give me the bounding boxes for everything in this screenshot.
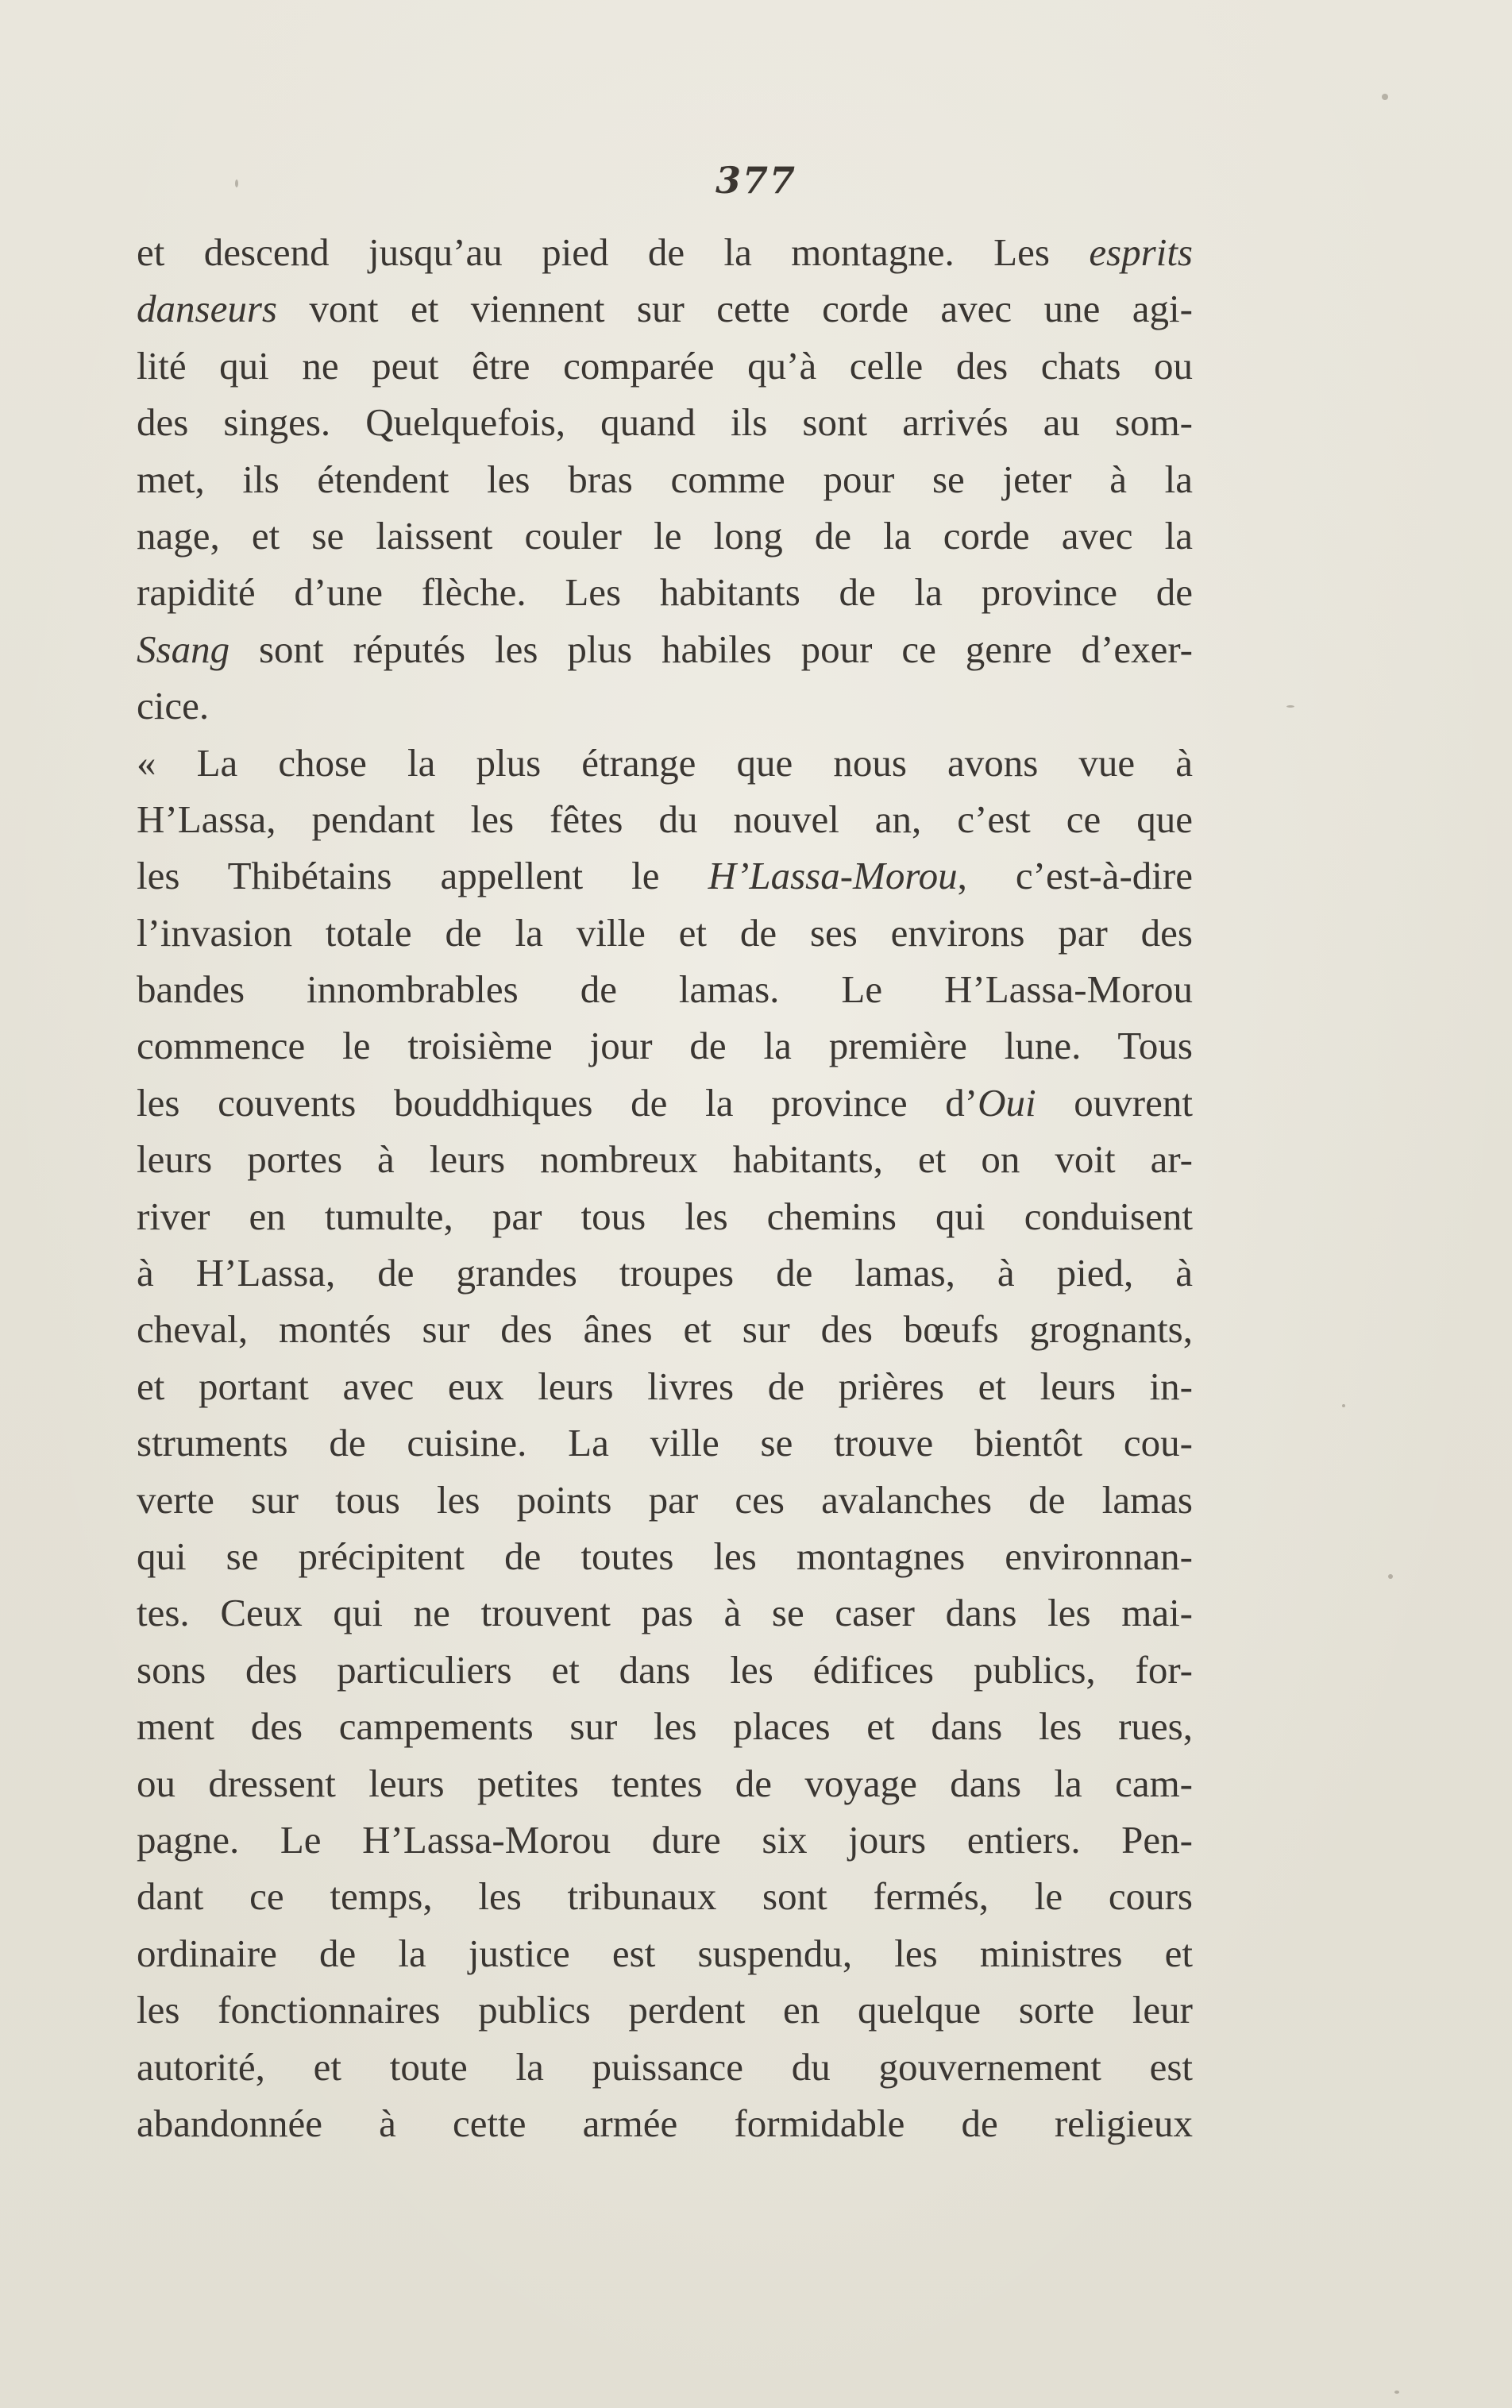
text-run: rapidité d’une flèche. Les habitants de la province de <box>137 570 1193 615</box>
text-run: vont et viennent sur cette corde avec une agi- <box>276 287 1193 331</box>
text-line <box>137 1584 1193 1641</box>
text-line <box>137 961 1193 1017</box>
text-line <box>137 564 1193 620</box>
text-line <box>137 280 1193 337</box>
text-line <box>137 1075 1193 1131</box>
text-run: lité qui ne peut être comparée qu’à celle des chats ou <box>137 343 1193 388</box>
text-run: pagne. Le H’Lassa-Morou dure six jours entiers. Pen- <box>137 1817 1193 1862</box>
text-run: autorité, et toute la puissance du gouvernement est <box>137 2044 1193 2089</box>
paper-speck <box>1394 2391 1399 2394</box>
text-run: cheval, montés sur des ânes et sur des bœufs grognants, <box>137 1307 1193 1352</box>
paper-speck <box>1342 1404 1345 1407</box>
text-run: sons des particuliers et dans les édifices publics, for- <box>137 1647 1193 1692</box>
text-line <box>137 1698 1193 1754</box>
text-run: ordinaire de la justice est suspendu, les ministres et <box>137 1931 1193 1975</box>
text-run: , c’est-à-dire <box>957 854 1193 898</box>
text-line <box>137 338 1193 394</box>
text-run: et portant avec eux leurs livres de prières et leurs in- <box>137 1364 1193 1408</box>
text-run: à H’Lassa, de grandes troupes de lamas, à pied, à <box>137 1251 1193 1295</box>
text-line <box>137 1925 1193 1982</box>
text-run: bandes innombrables de lamas. Le H’Lassa-Morou <box>137 967 1193 1012</box>
text-line <box>137 735 1193 791</box>
text-run: ment des campements sur les places et dans les rues, <box>137 1704 1193 1749</box>
paper-speck <box>1382 94 1388 100</box>
text-run: qui se précipitent de toutes les montagnes environnan- <box>137 1534 1193 1578</box>
text-run: l’invasion totale de la ville et de ses environs par des <box>137 910 1193 955</box>
text-line <box>137 791 1193 847</box>
text-line <box>137 847 1193 904</box>
text-run: commence le troisième jour de la première lune. Tous <box>137 1024 1193 1068</box>
text-line <box>137 394 1193 450</box>
page-number: 377 <box>715 159 797 202</box>
text-run: ouvrent <box>1036 1080 1193 1125</box>
italic-run: H’Lassa-Morou <box>708 854 958 898</box>
text-run: dant ce temps, les tribunaux sont fermés, le cours <box>137 1874 1193 1919</box>
text-run: H’Lassa, pendant les fêtes du nouvel an, c’est ce que <box>137 797 1193 841</box>
paper-speck <box>235 179 238 187</box>
text-run: cice. <box>137 684 210 728</box>
text-run: les fonctionnaires publics perdent en quelque sorte leur <box>137 1988 1193 2032</box>
text-line <box>137 1528 1193 1584</box>
text-run: abandonnée à cette armée formidable de religieux <box>137 2101 1193 2145</box>
italic-run: danseurs <box>137 287 277 331</box>
italic-run: esprits <box>1089 230 1193 274</box>
text-line <box>137 1017 1193 1074</box>
text-line <box>137 1358 1193 1414</box>
text-run: leurs portes à leurs nombreux habitants, et on voit ar- <box>137 1137 1193 1182</box>
text-run: sont réputés les plus habiles pour ce genre d’exer- <box>230 627 1193 671</box>
text-run: les Thibétains appellent le <box>137 854 708 898</box>
text-line <box>137 2095 1193 2151</box>
text-run: tes. Ceux qui ne trouvent pas à se caser dans les mai- <box>137 1591 1193 1635</box>
paper-speck <box>1286 705 1294 708</box>
text-line <box>137 1414 1193 1471</box>
text-run: struments de cuisine. La ville se trouve bientôt cou- <box>137 1421 1193 1465</box>
italic-run: Oui <box>978 1080 1036 1125</box>
body-text <box>137 224 1193 2151</box>
text-line <box>137 1188 1193 1245</box>
text-line <box>137 1755 1193 1812</box>
italic-run: Ssang <box>137 627 230 671</box>
text-line <box>137 224 1193 280</box>
text-line <box>137 1301 1193 1357</box>
text-line <box>137 1868 1193 1924</box>
text-line <box>137 507 1193 564</box>
text-run: met, ils étendent les bras comme pour se jeter à la <box>137 457 1193 501</box>
text-run: « La chose la plus étrange que nous avons vue à <box>137 740 1193 785</box>
text-run: des singes. Quelquefois, quand ils sont arrivés au som- <box>137 400 1193 445</box>
text-run: nage, et se laissent couler le long de la corde avec la <box>137 513 1193 558</box>
text-run: et descend jusqu’au pied de la montagne. Les <box>137 230 1090 274</box>
text-line <box>137 1642 1193 1698</box>
text-line <box>137 905 1193 961</box>
text-run: river en tumulte, par tous les chemins qui conduisent <box>137 1194 1193 1238</box>
text-line <box>137 621 1193 677</box>
text-line <box>137 451 1193 507</box>
paper-speck <box>1388 1574 1393 1579</box>
text-line <box>137 1245 1193 1301</box>
text-run: ou dressent leurs petites tentes de voyage dans la cam- <box>137 1761 1193 1805</box>
text-line <box>137 1131 1193 1187</box>
text-run: verte sur tous les points par ces avalanches de lamas <box>137 1477 1193 1522</box>
text-run: les couvents bouddhiques de la province d’ <box>137 1080 978 1125</box>
text-line <box>137 1812 1193 1868</box>
text-line <box>137 677 1193 734</box>
text-line <box>137 1982 1193 2038</box>
text-line <box>137 1472 1193 1528</box>
text-line <box>137 2039 1193 2095</box>
